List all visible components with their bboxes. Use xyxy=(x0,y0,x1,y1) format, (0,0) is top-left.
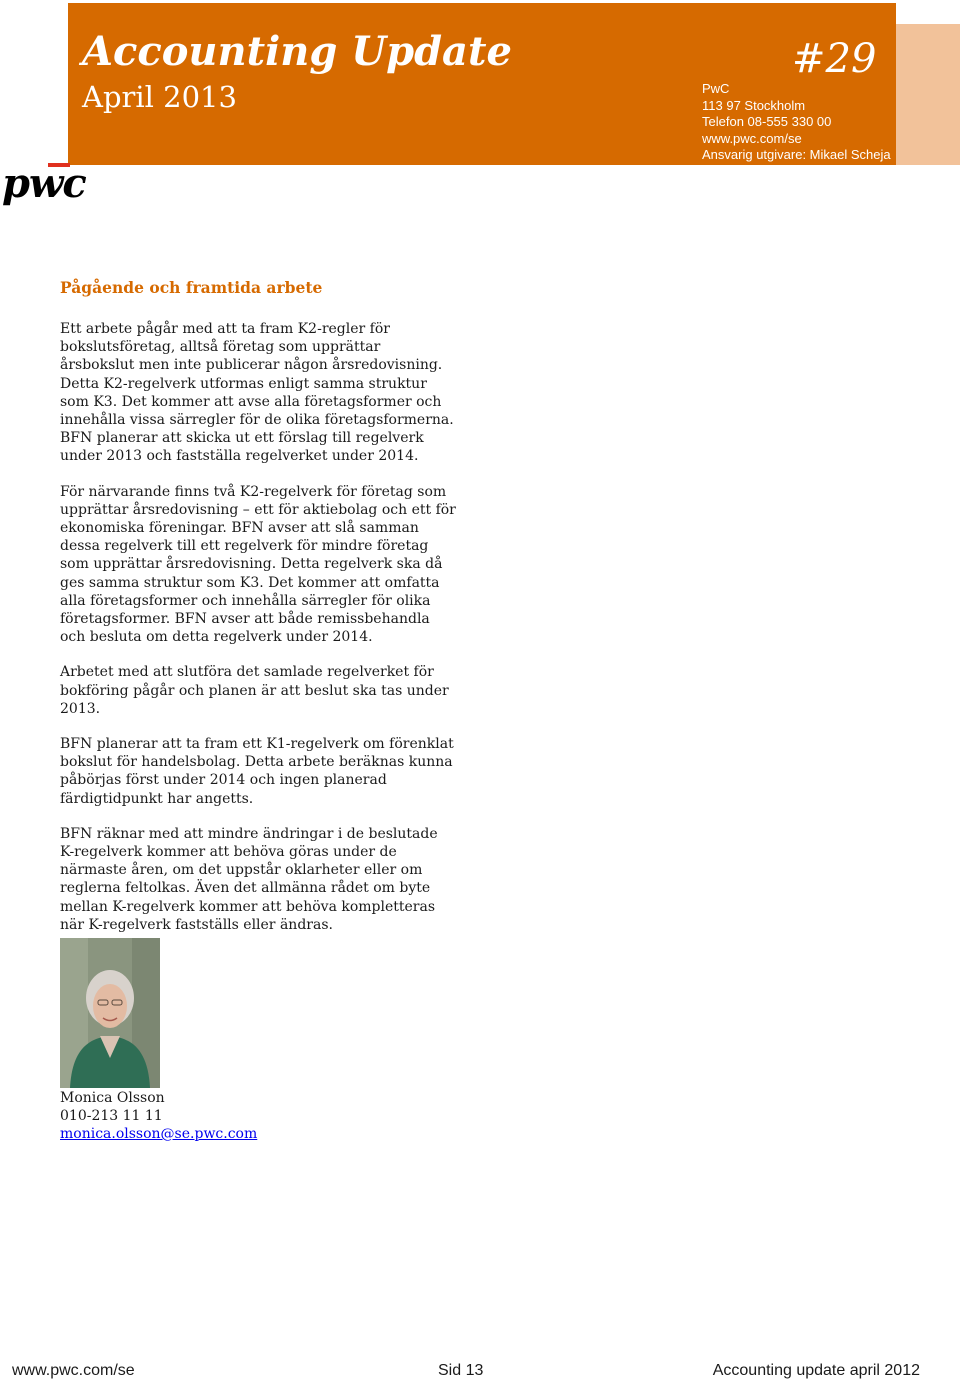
section-heading: Pågående och framtida arbete xyxy=(60,278,323,297)
publisher-name: PwC xyxy=(702,81,730,96)
contact-phone: 010-213 11 11 xyxy=(60,1108,163,1124)
publisher-editor: Ansvarig utgivare: Mikael Scheja xyxy=(702,147,891,162)
paragraph: BFN planerar att ta fram ett K1-regelverk om förenklat bokslut för handelsbolag. Detta arbete beräknas kunna påbörjas först under 2014 och ingen planerad färdigtidpunkt har angetts. xyxy=(60,736,454,807)
paragraph: Arbetet med att slutföra det samlade regelverket för bokföring pågår och planen är att beslut ska tas under 2013. xyxy=(60,664,449,717)
contact-name: Monica Olsson xyxy=(60,1090,165,1106)
publisher-website: www.pwc.com/se xyxy=(702,130,802,146)
portrait-illustration xyxy=(60,938,160,1088)
logo-wordmark: pwc xyxy=(2,160,86,207)
issue-number: #29 xyxy=(792,36,877,82)
publisher-phone: Telefon 08-555 330 00 xyxy=(702,114,832,129)
footer-publication-name: Accounting update xyxy=(712,1362,846,1379)
contact-email-link[interactable]: monica.olsson@se.pwc.com xyxy=(60,1126,258,1142)
footer-publication xyxy=(713,1362,920,1380)
publisher-address: 113 97 Stockholm xyxy=(702,97,806,113)
footer-website: www.pwc.com/se xyxy=(12,1362,135,1379)
footer-publication-date: april 2012 xyxy=(849,1362,920,1379)
newsletter-date: April 2013 xyxy=(82,80,237,114)
publisher-contact xyxy=(702,81,891,164)
header-tab-decoration xyxy=(896,24,960,165)
pwc-logo xyxy=(0,158,96,214)
paragraph: För närvarande finns två K2-regelverk för företag som upprättar årsredovisning – ett för aktiebolag och ett för ekonomiska föreningar. BFN avser att slå samman dessa regelverk till ett regelverk för mindre företag som upprättar årsredovisning. Detta regelverk ska då ges samma struktur som K3. Det kommer att omfatta alla företagsformer och innehålla särregler för olika företagsformer. BFN avser att både remissbehandla och besluta om detta regelverk under 2014. xyxy=(60,483,456,646)
paragraph: Ett arbete pågår med att ta fram K2-regler för bokslutsföretag, alltså företag som upprättar årsbokslut men inte publicerar någon årsredovisning. Detta K2-regelverk utformas enligt samma struktur som K3. Det kommer att avse alla företagsformer och innehålla vissa särregler för de olika företagsformerna. BFN planerar att skicka ut ett förslag till regelverk under 2013 och fastställa regelverket under 2014. xyxy=(60,321,454,465)
footer-page-number: Sid 13 xyxy=(438,1362,484,1379)
contact-person xyxy=(60,1089,257,1143)
newsletter-title: Accounting Update xyxy=(82,28,512,75)
contact-person-photo xyxy=(60,938,160,1088)
article-body xyxy=(60,320,456,951)
paragraph: BFN räknar med att mindre ändringar i de beslutade K-regelverk kommer att behöva göras under de närmaste åren, om det uppstår oklarheter eller om reglerna feltolkas. Även det allmänna rådet om byte mellan K-regelverk kommer att behöva kompletteras när K-regelverk fastställs eller ändras. xyxy=(60,825,438,933)
